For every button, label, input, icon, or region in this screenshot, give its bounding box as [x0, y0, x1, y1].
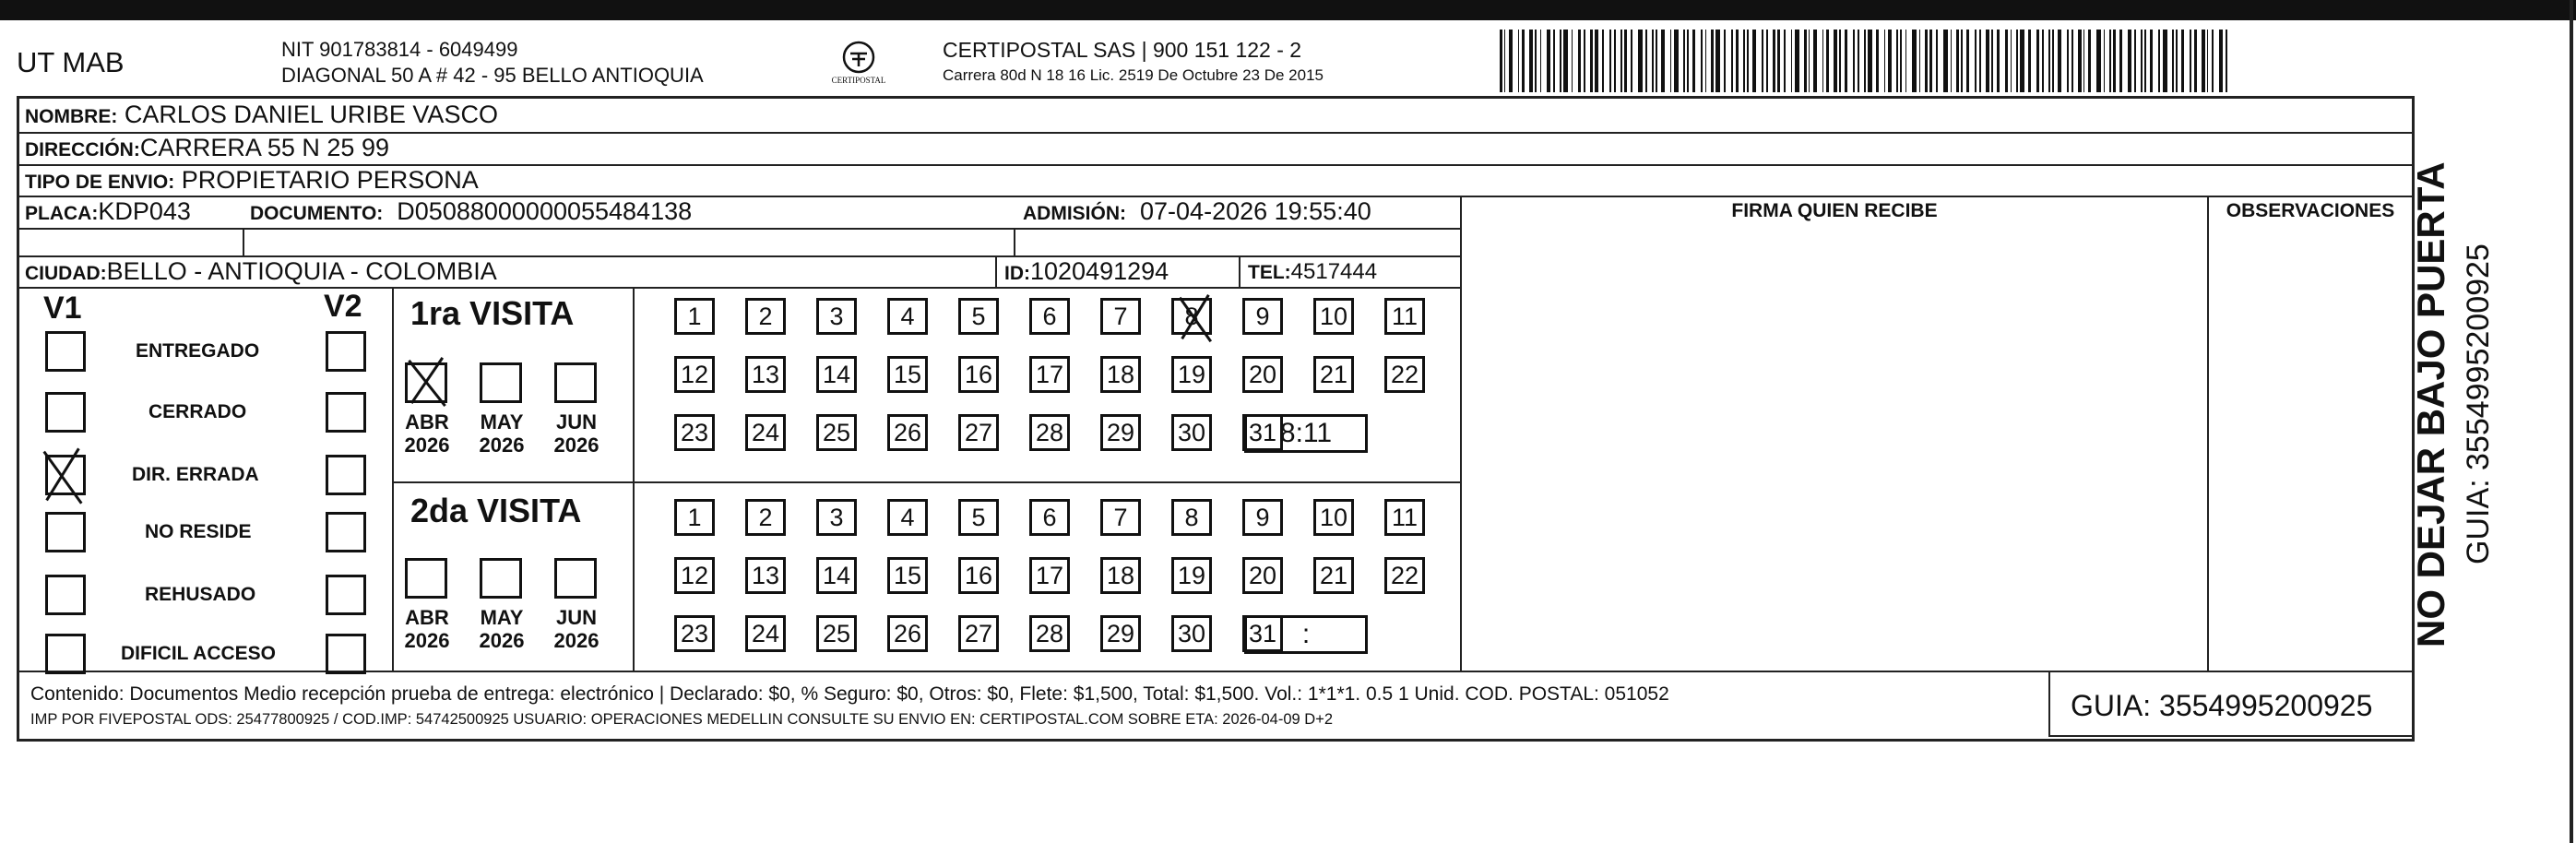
barcode-bar — [1888, 30, 1891, 92]
logo-text: CERTIPOSTAL — [831, 76, 886, 85]
sender-nit: NIT 901783814 - 6049499 — [281, 38, 518, 61]
admission-value: 07-04-2026 19:55:40 — [1140, 197, 1371, 225]
visit1-day-box[interactable]: 18 — [1100, 356, 1141, 393]
status-v1-checkbox[interactable] — [45, 331, 86, 372]
barcode-bar — [1687, 30, 1689, 92]
visit2-month-box[interactable] — [554, 558, 597, 599]
barcode-bar — [2113, 30, 2116, 92]
barcode-bar — [1652, 30, 1654, 92]
visit1-day-box[interactable]: 9 — [1242, 298, 1283, 335]
document-value: D05088000000055484138 — [397, 197, 693, 225]
visit1-day-box[interactable]: 6 — [1029, 298, 1070, 335]
admission-field: ADMISIÓN: 07-04-2026 19:55:40 — [1023, 197, 1371, 225]
visit2-day-box[interactable]: 2 — [745, 499, 786, 536]
barcode-bar — [1705, 30, 1707, 92]
barcode-bar — [2212, 30, 2214, 92]
visit1-month-box[interactable] — [480, 362, 522, 403]
barcode-bar — [1553, 30, 1556, 92]
visit1-day-box[interactable]: 19 — [1171, 356, 1212, 393]
barcode-bar — [1966, 30, 1969, 92]
status-label: REHUSADO — [145, 584, 256, 605]
barcode-bar — [2194, 30, 2197, 92]
visit1-day-box[interactable]: 25 — [816, 414, 857, 451]
barcode-bar — [1638, 30, 1643, 92]
barcode-bar — [1547, 30, 1549, 92]
tel-field: TEL:4517444 — [1248, 259, 1378, 284]
sender-info — [281, 37, 704, 89]
barcode-bar — [1791, 30, 1793, 92]
barcode-bar — [1773, 30, 1775, 92]
barcode-bar — [2052, 30, 2054, 92]
barcode-bar — [1692, 30, 1695, 92]
status-v1-checkbox[interactable] — [45, 575, 86, 615]
visit2-month-label: MAY 2026 — [479, 606, 525, 652]
barcode-bar — [1858, 30, 1860, 92]
barcode-bar — [1590, 30, 1593, 92]
barcode-bar — [1975, 30, 1977, 92]
visit1-month-box[interactable] — [405, 362, 447, 403]
visit1-day-box[interactable]: 15 — [887, 356, 928, 393]
carrier-license: Carrera 80d N 18 16 Lic. 2519 De Octubre 23 De 2015 — [943, 66, 1324, 84]
visit1-day-box[interactable]: 8 — [1171, 298, 1212, 335]
status-label: NO RESIDE — [145, 521, 252, 542]
visit1-day-box[interactable]: 20 — [1242, 356, 1283, 393]
visit2-day-box[interactable]: 13 — [745, 557, 786, 594]
signature-area[interactable] — [1462, 230, 2207, 671]
visit1-time-box[interactable]: 8:11 — [1244, 414, 1368, 453]
barcode-bar — [1864, 30, 1866, 92]
barcode-bar — [1943, 30, 1948, 92]
barcode-bar — [1578, 30, 1581, 92]
visit2-day-box[interactable]: 5 — [958, 499, 999, 536]
visit1-month-box[interactable] — [554, 362, 597, 403]
barcode-bar — [2096, 30, 2101, 92]
barcode-bar — [1624, 30, 1627, 92]
visit1-day-box[interactable]: 4 — [887, 298, 928, 335]
visit2-day-box[interactable]: 16 — [958, 557, 999, 594]
barcode-bar — [1905, 30, 1907, 92]
barcode-bar — [2109, 30, 2111, 92]
id-value: 1020491294 — [1030, 257, 1169, 285]
barcode-bar — [1674, 30, 1678, 92]
sender-name: UT MAB — [17, 46, 125, 78]
visit1-day-box[interactable]: 5 — [958, 298, 999, 335]
barcode-bar — [2202, 30, 2205, 92]
id-field: ID:1020491294 — [1004, 257, 1169, 285]
barcode-bar — [2119, 30, 2122, 92]
barcode-bar — [2226, 30, 2228, 92]
barcode-bar — [1656, 30, 1658, 92]
barcode-bar — [2104, 30, 2106, 92]
visit2-time-box[interactable]: : — [1244, 615, 1368, 654]
barcode-bar — [2128, 30, 2131, 92]
visit1-day-box[interactable]: 12 — [674, 356, 715, 393]
visit2-day-box[interactable]: 1 — [674, 499, 715, 536]
visit2-day-box[interactable]: 9 — [1242, 499, 1283, 536]
barcode-bar — [1595, 30, 1598, 92]
visit1-day-box[interactable]: 11 — [1384, 298, 1425, 335]
name-field: NOMBRE: CARLOS DANIEL URIBE VASCO — [25, 101, 498, 128]
recipient-address: CARRERA 55 N 25 99 — [139, 134, 389, 161]
status-v2-checkbox[interactable] — [326, 331, 366, 372]
visit2-day-box[interactable]: 11 — [1384, 499, 1425, 536]
barcode-bar — [2083, 30, 2085, 92]
barcode-bar — [2078, 30, 2081, 92]
barcode-bar — [1563, 30, 1568, 92]
visit2-day-box[interactable]: 29 — [1100, 615, 1141, 652]
visit2-day-box[interactable]: 23 — [674, 615, 715, 652]
barcode-bar — [1736, 30, 1739, 92]
sender-address: DIAGONAL 50 A # 42 - 95 BELLO ANTIOQUIA — [281, 64, 704, 87]
barcode-bar — [1896, 30, 1899, 92]
barcode-bar — [1540, 30, 1542, 92]
visit1-day-box[interactable]: 17 — [1029, 356, 1070, 393]
barcode-bar — [1777, 30, 1780, 92]
barcode-bar — [1715, 30, 1720, 92]
barcode-bar — [1884, 30, 1886, 92]
v1-header: V1 — [43, 291, 82, 326]
barcode-bar — [2190, 30, 2191, 92]
barcode-bar — [1979, 30, 1981, 92]
barcode-bar — [1645, 30, 1647, 92]
barcode-bar — [1614, 30, 1616, 92]
visit2-month-label: JUN 2026 — [553, 606, 599, 652]
barcode-bar — [2020, 30, 2024, 92]
visit2-day-box[interactable]: 8 — [1171, 499, 1212, 536]
status-label: DIR. ERRADA — [132, 464, 259, 485]
visit1-day-box[interactable]: 13 — [745, 356, 786, 393]
status-label: CERRADO — [148, 401, 247, 422]
barcode-bar — [1701, 30, 1703, 92]
barcode-bar — [2158, 30, 2160, 92]
barcode-bar — [2172, 30, 2175, 92]
barcode-bar — [2071, 30, 2074, 92]
barcode-bar — [2150, 30, 2153, 92]
barcode-bar — [1912, 30, 1916, 92]
barcode-bar — [1731, 30, 1734, 92]
visit1-month-label: JUN 2026 — [553, 410, 599, 457]
visit1-day-box[interactable]: 29 — [1100, 414, 1141, 451]
visit1-day-box[interactable]: 31 — [1242, 414, 1283, 451]
barcode-bar — [1997, 30, 2000, 92]
status-v2-checkbox[interactable] — [326, 575, 366, 615]
visit2-day-box[interactable]: 4 — [887, 499, 928, 536]
visit2-day-box[interactable]: 15 — [887, 557, 928, 594]
barcode-bar — [2048, 30, 2051, 92]
barcode-bar — [1961, 30, 1963, 92]
visit2-day-box[interactable]: 14 — [816, 557, 857, 594]
barcode-bar — [1743, 30, 1745, 92]
address-field: DIRECCIÓN:CARRERA 55 N 25 99 — [25, 134, 389, 161]
plate-field: PLACA:KDP043 — [25, 197, 191, 225]
barcode-bar — [2088, 30, 2091, 92]
barcode-bar — [1804, 30, 1807, 92]
barcode-bar — [2011, 30, 2012, 92]
city-value: BELLO - ANTIOQUIA - COLOMBIA — [106, 257, 497, 285]
barcode-bar — [1572, 30, 1573, 92]
barcode-bar — [1986, 30, 1989, 92]
barcode-bar — [1529, 30, 1533, 92]
status-v2-checkbox[interactable] — [326, 392, 366, 433]
barcode-bar — [2036, 30, 2039, 92]
barcode-bar — [1809, 30, 1810, 92]
visit2-day-box[interactable]: 20 — [1242, 557, 1283, 594]
barcode-bar — [1813, 30, 1816, 92]
barcode-bar — [1762, 30, 1764, 92]
barcode-bar — [2067, 30, 2069, 92]
visit2-day-box[interactable]: 21 — [1313, 557, 1354, 594]
barcode-bar — [1747, 30, 1749, 92]
barcode-bar — [1711, 30, 1714, 92]
barcode-bar — [1853, 30, 1855, 92]
visit2-day-box[interactable]: 3 — [816, 499, 857, 536]
visit1-title: 1ra VISITA — [410, 294, 575, 332]
barcode-bar — [1609, 30, 1612, 92]
barcode-bar — [1661, 30, 1664, 92]
barcode-bar — [1956, 30, 1959, 92]
guia-number: GUIA: 3554995200925 — [2071, 689, 2373, 722]
tracking-barcode — [1500, 30, 2232, 92]
barcode-bar — [1752, 30, 1756, 92]
visit2-month-box[interactable] — [405, 558, 447, 599]
v2-header: V2 — [324, 289, 362, 324]
visit2-day-box[interactable]: 25 — [816, 615, 857, 652]
visit2-title: 2da VISITA — [410, 492, 582, 529]
status-v1-checkbox[interactable] — [45, 634, 86, 674]
barcode-bar — [1522, 30, 1525, 92]
barcode-bar — [1991, 30, 1993, 92]
visit2-day-box[interactable]: 18 — [1100, 557, 1141, 594]
observations-header: OBSERVACIONES — [2226, 200, 2395, 221]
barcode-bar — [1925, 30, 1928, 92]
barcode-bar — [2028, 30, 2031, 92]
barcode-bar — [1766, 30, 1768, 92]
visit2-day-box[interactable]: 7 — [1100, 499, 1141, 536]
barcode-bar — [1868, 30, 1872, 92]
barcode-bar — [1845, 30, 1847, 92]
status-v2-checkbox[interactable] — [326, 512, 366, 552]
visit2-day-box[interactable]: 10 — [1313, 499, 1354, 536]
visit2-day-box[interactable]: 19 — [1171, 557, 1212, 594]
barcode-bar — [1795, 30, 1799, 92]
status-v1-checkbox[interactable] — [45, 455, 86, 495]
barcode-bar — [1631, 30, 1633, 92]
barcode-bar — [2141, 30, 2143, 92]
visit2-day-box[interactable]: 22 — [1384, 557, 1425, 594]
footer-print-info: IMP POR FIVEPOSTAL ODS: 25477800925 / COD.IMP: 54742500925 USUARIO: OPERACIONES MEDELLIN CONSULTE SU ENVIO EN: CERTIPOSTAL.COM SOBRE ETA: 2026-04-09 D+2 — [30, 711, 1334, 728]
barcode-bar — [1602, 30, 1604, 92]
barcode-bar — [2042, 30, 2044, 92]
barcode-bar — [1620, 30, 1622, 92]
barcode-bar — [2134, 30, 2136, 92]
signature-header: FIRMA QUIEN RECIBE — [1731, 200, 1938, 221]
carrier-name: CERTIPOSTAL SAS | 900 151 122 - 2 — [943, 38, 1302, 62]
shipment-type: PROPIETARIO PERSONA — [181, 166, 479, 194]
side-warning: NO DEJAR BAJO PUERTA — [2409, 161, 2452, 647]
visit1-day-box[interactable]: 16 — [958, 356, 999, 393]
barcode-bar — [1724, 30, 1726, 92]
visit2-day-box[interactable]: 27 — [958, 615, 999, 652]
footer-contents: Contenido: Documentos Medio recepción prueba de entrega: electrónico | Declarado: $0, % Seguro: $0, Otros: $0, Flete: $1,500, Total: $1,500. Vol.: 1*1*1. 0.5 1 Unid. COD. POSTAL: 051052 — [30, 683, 1669, 705]
visit2-day-box[interactable]: 28 — [1029, 615, 1070, 652]
visit1-day-box[interactable]: 28 — [1029, 414, 1070, 451]
visit1-day-box[interactable]: 21 — [1313, 356, 1354, 393]
barcode-bar — [1919, 30, 1921, 92]
barcode-bar — [2207, 30, 2209, 92]
barcode-bar — [1900, 30, 1902, 92]
side-guia: GUIA: 3554995200925 — [2461, 243, 2496, 564]
barcode-bar — [1670, 30, 1672, 92]
visit1-day-box[interactable]: 1 — [674, 298, 715, 335]
status-label: ENTREGADO — [136, 340, 260, 362]
barcode-bar — [2016, 30, 2018, 92]
visit1-day-box[interactable]: 23 — [674, 414, 715, 451]
barcode-bar — [1584, 30, 1585, 92]
visit1-day-box[interactable]: 30 — [1171, 414, 1212, 451]
barcode-bar — [2144, 30, 2146, 92]
top-border — [0, 0, 2576, 20]
barcode-bar — [2163, 30, 2167, 92]
visit1-day-box[interactable]: 22 — [1384, 356, 1425, 393]
barcode-bar — [1876, 30, 1879, 92]
visit2-day-box[interactable]: 6 — [1029, 499, 1070, 536]
status-v2-checkbox[interactable] — [326, 455, 366, 495]
right-border — [2570, 0, 2573, 843]
visit1-day-box[interactable]: 7 — [1100, 298, 1141, 335]
barcode-bar — [1504, 30, 1506, 92]
observations-area[interactable] — [2209, 230, 2412, 671]
barcode-bar — [1535, 30, 1537, 92]
recipient-name: CARLOS DANIEL URIBE VASCO — [124, 101, 498, 128]
visit2-month-label: ABR 2026 — [404, 606, 450, 652]
visit1-month-label: MAY 2026 — [479, 410, 525, 457]
visit1-day-box[interactable]: 2 — [745, 298, 786, 335]
visit2-day-box[interactable]: 17 — [1029, 557, 1070, 594]
visit1-day-box[interactable]: 26 — [887, 414, 928, 451]
barcode-bar — [1560, 30, 1561, 92]
barcode-bar — [1936, 30, 1938, 92]
type-field: TIPO DE ENVIO: PROPIETARIO PERSONA — [25, 166, 479, 194]
barcode-bar — [1784, 30, 1786, 92]
visit1-day-box[interactable]: 14 — [816, 356, 857, 393]
carrier-info — [943, 37, 1324, 89]
status-v1-checkbox[interactable] — [45, 392, 86, 433]
barcode-bar — [1822, 30, 1824, 92]
barcode-bar — [1518, 30, 1520, 92]
plate-value: KDP043 — [98, 197, 191, 225]
visit2-day-box[interactable]: 30 — [1171, 615, 1212, 652]
visit2-day-box[interactable]: 24 — [745, 615, 786, 652]
visit2-day-box[interactable]: 31 — [1242, 615, 1283, 652]
barcode-bar — [2176, 30, 2178, 92]
barcode-bar — [1826, 30, 1829, 92]
visit2-day-box[interactable]: 12 — [674, 557, 715, 594]
visit1-month-label: ABR 2026 — [404, 410, 450, 457]
barcode-bar — [1929, 30, 1932, 92]
barcode-bar — [1500, 30, 1502, 92]
barcode-bar — [1683, 30, 1686, 92]
visit1-day-box[interactable]: 27 — [958, 414, 999, 451]
visit2-month-box[interactable] — [480, 558, 522, 599]
document-field: DOCUMENTO: D05088000000055484138 — [250, 197, 693, 225]
barcode-bar — [1834, 30, 1837, 92]
barcode-bar — [2058, 30, 2061, 92]
barcode-bar — [1951, 30, 1953, 92]
certipostal-logo — [828, 37, 889, 94]
visit1-day-box[interactable]: 10 — [1313, 298, 1354, 335]
city-field: CIUDAD:BELLO - ANTIOQUIA - COLOMBIA — [25, 257, 497, 285]
visit1-day-box[interactable]: 3 — [816, 298, 857, 335]
barcode-bar — [2219, 30, 2222, 92]
tel-value: 4517444 — [1290, 259, 1378, 284]
shipping-label — [17, 96, 2415, 742]
barcode-bar — [2181, 30, 2184, 92]
visit2-day-box[interactable]: 26 — [887, 615, 928, 652]
status-label: DIFICIL ACCESO — [121, 643, 277, 664]
status-v2-checkbox[interactable] — [326, 634, 366, 674]
barcode-bar — [1509, 30, 1512, 92]
visit1-day-box[interactable]: 24 — [745, 414, 786, 451]
barcode-bar — [1839, 30, 1841, 92]
barcode-bar — [2005, 30, 2008, 92]
status-v1-checkbox[interactable] — [45, 512, 86, 552]
